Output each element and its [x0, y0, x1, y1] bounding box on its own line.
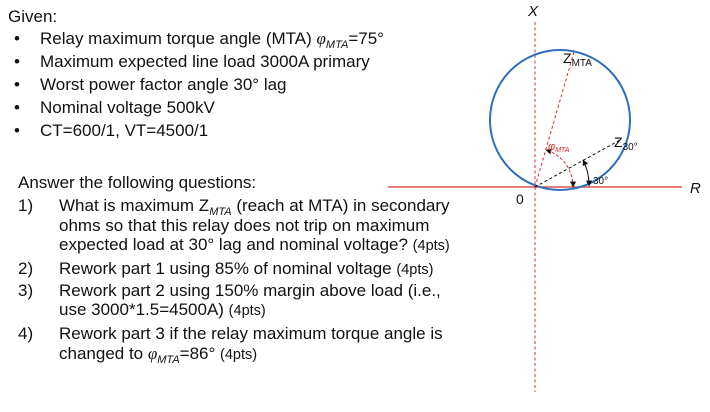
question-4-value: =86°: [179, 344, 221, 363]
zmta-line: [535, 52, 574, 187]
questions-heading: Answer the following questions:: [18, 173, 257, 192]
question-1-line-2: ohms so that this relay does not trip on maximum: [59, 216, 430, 235]
bullet-dot: •: [14, 121, 20, 140]
zmta-label-sub: MTA: [571, 58, 592, 69]
question-3-line-1: Rework part 2 using 150% margin above load (i.e.,: [59, 281, 441, 300]
question-3-text: use 3000*1.5=4500A): [59, 300, 229, 319]
given-item-pf: Worst power factor angle 30° lag: [40, 75, 287, 94]
phi-mta-sub: MTA: [555, 147, 570, 154]
bullet-dot: •: [14, 75, 20, 94]
given-heading: Given:: [8, 7, 58, 26]
phi-subscript: MTA: [157, 354, 180, 366]
phi-symbol: φ: [316, 29, 326, 48]
angle-30-arc: [583, 160, 589, 186]
phi-symbol: φ: [147, 344, 158, 363]
given-item-voltage: Nominal voltage 500kV: [40, 98, 215, 117]
question-3-number: 3): [18, 281, 34, 300]
z30-label-z: Z: [614, 134, 623, 150]
question-1-points: (4pts): [412, 238, 450, 254]
z30-label-sub: 30°: [622, 142, 638, 153]
r-axis-label: R: [690, 180, 701, 197]
bullet-dot: •: [14, 29, 20, 48]
bullet-dot: •: [14, 98, 20, 117]
question-1-text: What is maximum Z: [59, 196, 210, 215]
bullet-dot: •: [14, 52, 20, 71]
x-axis-label: X: [528, 3, 539, 20]
question-4-points: (4pts): [220, 347, 258, 363]
phi-subscript: MTA: [325, 39, 349, 51]
angle-30-label: 30°: [593, 176, 609, 187]
question-2-points: (4pts): [396, 262, 434, 278]
phi-mta-symbol: φ: [548, 141, 556, 153]
question-4-line-1: Rework part 3 if the relay maximum torque angle is: [59, 324, 443, 343]
zmta-label-z: Z: [563, 50, 572, 66]
question-1-text-cont: (reach at MTA) in secondary: [231, 196, 450, 215]
question-4-number: 4): [18, 324, 34, 343]
mho-circle: [490, 50, 630, 190]
zmta-subscript: MTA: [209, 206, 232, 218]
question-1-number: 1): [18, 196, 34, 215]
question-3-points: (4pts): [228, 303, 266, 319]
question-4-text: changed to: [59, 344, 148, 363]
given-item-mta-text: Relay maximum torque angle (MTA): [40, 29, 317, 48]
question-2-number: 2): [18, 259, 34, 278]
given-item-load: Maximum expected line load 3000A primary: [40, 52, 370, 71]
given-item-ratios: CT=600/1, VT=4500/1: [40, 121, 209, 140]
z30-label: [614, 134, 638, 153]
question-2-text: Rework part 1 using 85% of nominal voltage: [59, 259, 397, 278]
question-1-text-end: expected load at 30° lag and nominal voltage?: [59, 235, 413, 254]
origin-label: 0: [516, 191, 524, 207]
given-item-mta-value: =75°: [348, 29, 384, 48]
phi-mta-label: [548, 141, 570, 154]
